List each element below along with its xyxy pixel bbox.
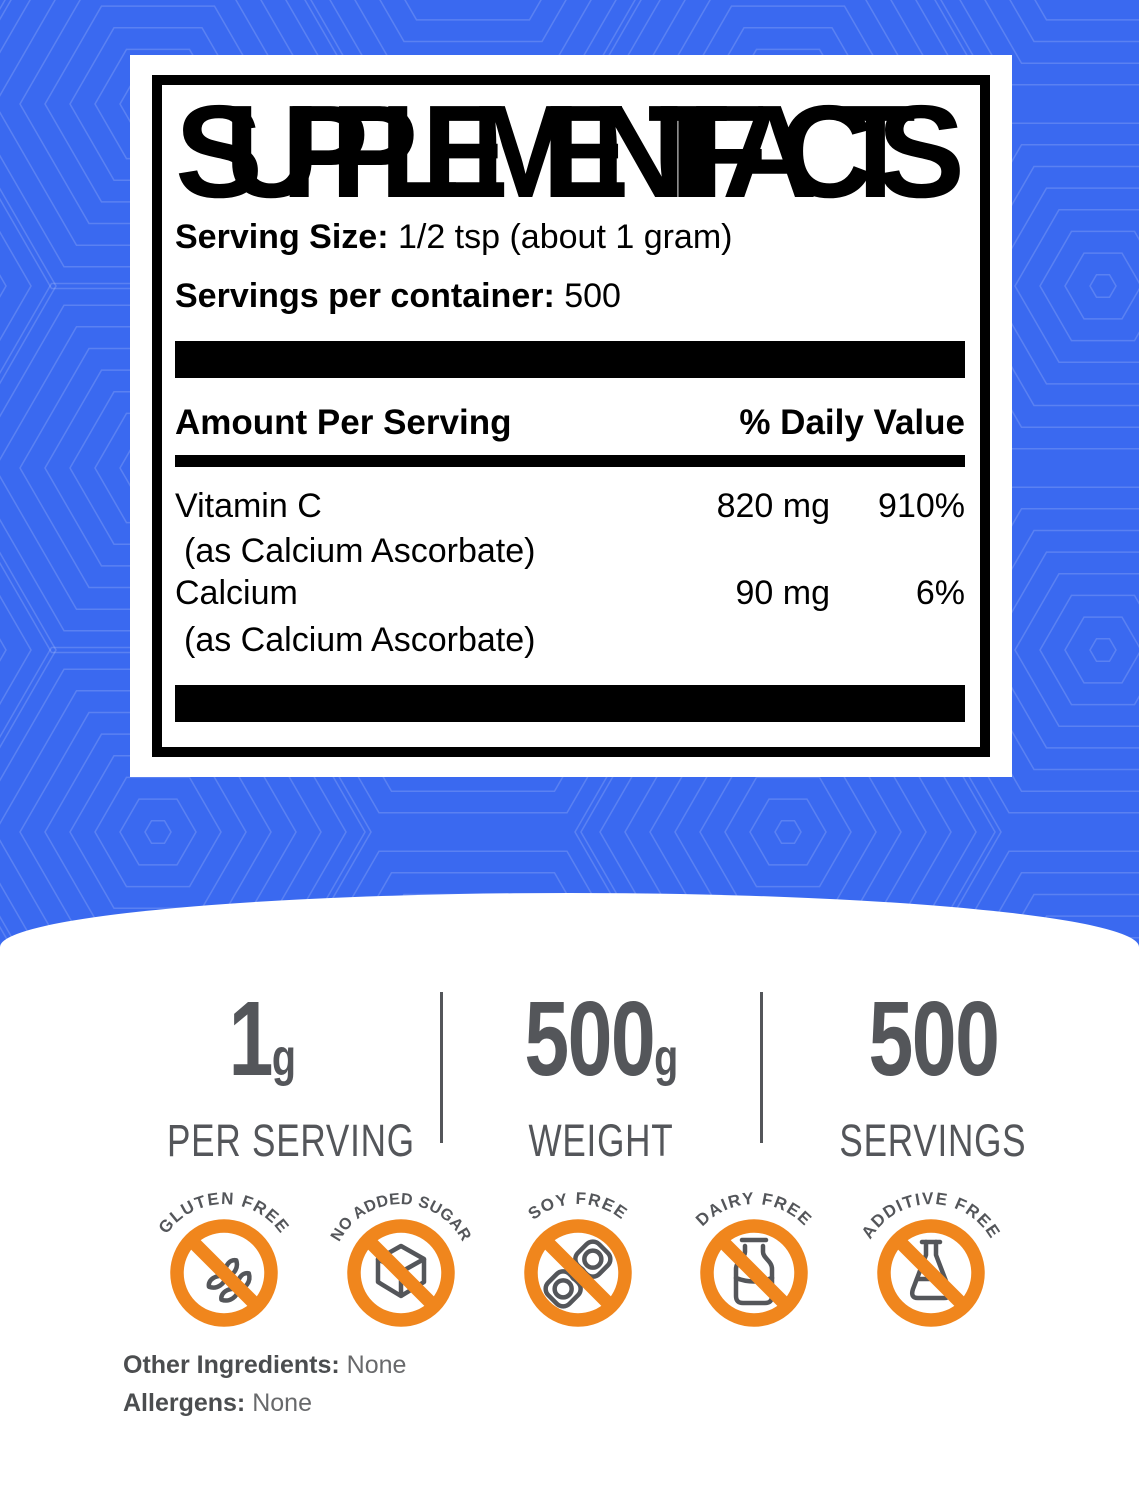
serving-size-line [175,218,732,257]
nutrient-name: Calcium [175,574,298,612]
badge-label: DAIRY FREE [692,1188,816,1230]
prohibition-slash [719,1238,789,1308]
svg-text:ADDITIVE FREE [858,1189,1005,1242]
nutrient-source-calcium: (as Calcium Ascorbate) [184,621,536,659]
svg-text:NO ADDED SUGAR [328,1191,474,1244]
svg-text:SOY FREE [525,1189,632,1224]
allergens-label: Allergens: [123,1389,246,1417]
stat-unit: g [271,1029,296,1087]
nutrient-name: Vitamin C [175,487,322,525]
nutrient-row-calcium [175,574,965,613]
stat-label: SERVINGS [839,1115,1027,1166]
other-ingredients-value: None [346,1351,407,1379]
footer-notes [123,1346,406,1422]
servings-label: Servings per container: [175,277,555,315]
badge-no-added-sugar [313,1176,489,1352]
bottom-info-section [0,893,1139,1500]
stat-divider [760,992,763,1143]
nutrient-daily-value: 6% [915,574,965,612]
other-ingredients-label: Other Ingredients: [123,1351,340,1379]
servings-value: 500 [564,277,621,315]
stat-divider [440,992,443,1143]
facts-title-wrap [175,99,965,203]
nutrient-amount: 90 mg [735,574,830,612]
stat-per-serving [132,980,415,1166]
servings-per-container-line [175,277,621,316]
facts-border-frame [152,75,990,757]
stat-servings [803,980,1063,1166]
nutrient-daily-value: 910% [878,487,965,525]
separator-bar-top [175,341,965,378]
allergens-value: None [252,1389,312,1417]
serving-size-label: Serving Size: [175,218,389,256]
stat-value: 500 [868,980,998,1098]
daily-value-header: % Daily Value [739,403,965,442]
stat-unit: g [653,1029,678,1087]
badge-label: SOY FREE [524,1188,632,1224]
amount-per-serving-header: Amount Per Serving [175,403,512,442]
stat-weight [471,980,731,1166]
stat-value: 1 [228,980,272,1098]
allergens-line [123,1384,406,1422]
badge-label: NO ADDED SUGAR [327,1190,475,1245]
badge-label: GLUTEN FREE [154,1188,294,1238]
badge-gluten-free [136,1176,312,1352]
nutrient-row-vitamin-c [175,487,965,526]
stat-label: WEIGHT [528,1115,674,1166]
nutrient-source-vitamin-c: (as Calcium Ascorbate) [184,532,536,570]
supplement-facts-panel [130,55,1012,777]
separator-bar-bottom [175,685,965,722]
facts-header-row [175,403,965,443]
badge-dairy-free [666,1176,842,1352]
serving-size-value: 1/2 tsp (about 1 gram) [397,218,733,256]
facts-title: SUPPLEMENT FACTS [175,99,965,203]
nutrient-amount: 820 mg [716,487,830,525]
other-ingredients-line [123,1346,406,1384]
badge-label: ADDITIVE FREE [857,1188,1005,1243]
header-rule [175,455,965,467]
badge-additive-free [843,1176,1019,1352]
badge-soy-free [490,1176,666,1352]
stat-label: PER SERVING [166,1115,415,1166]
stat-value: 500 [524,980,654,1098]
